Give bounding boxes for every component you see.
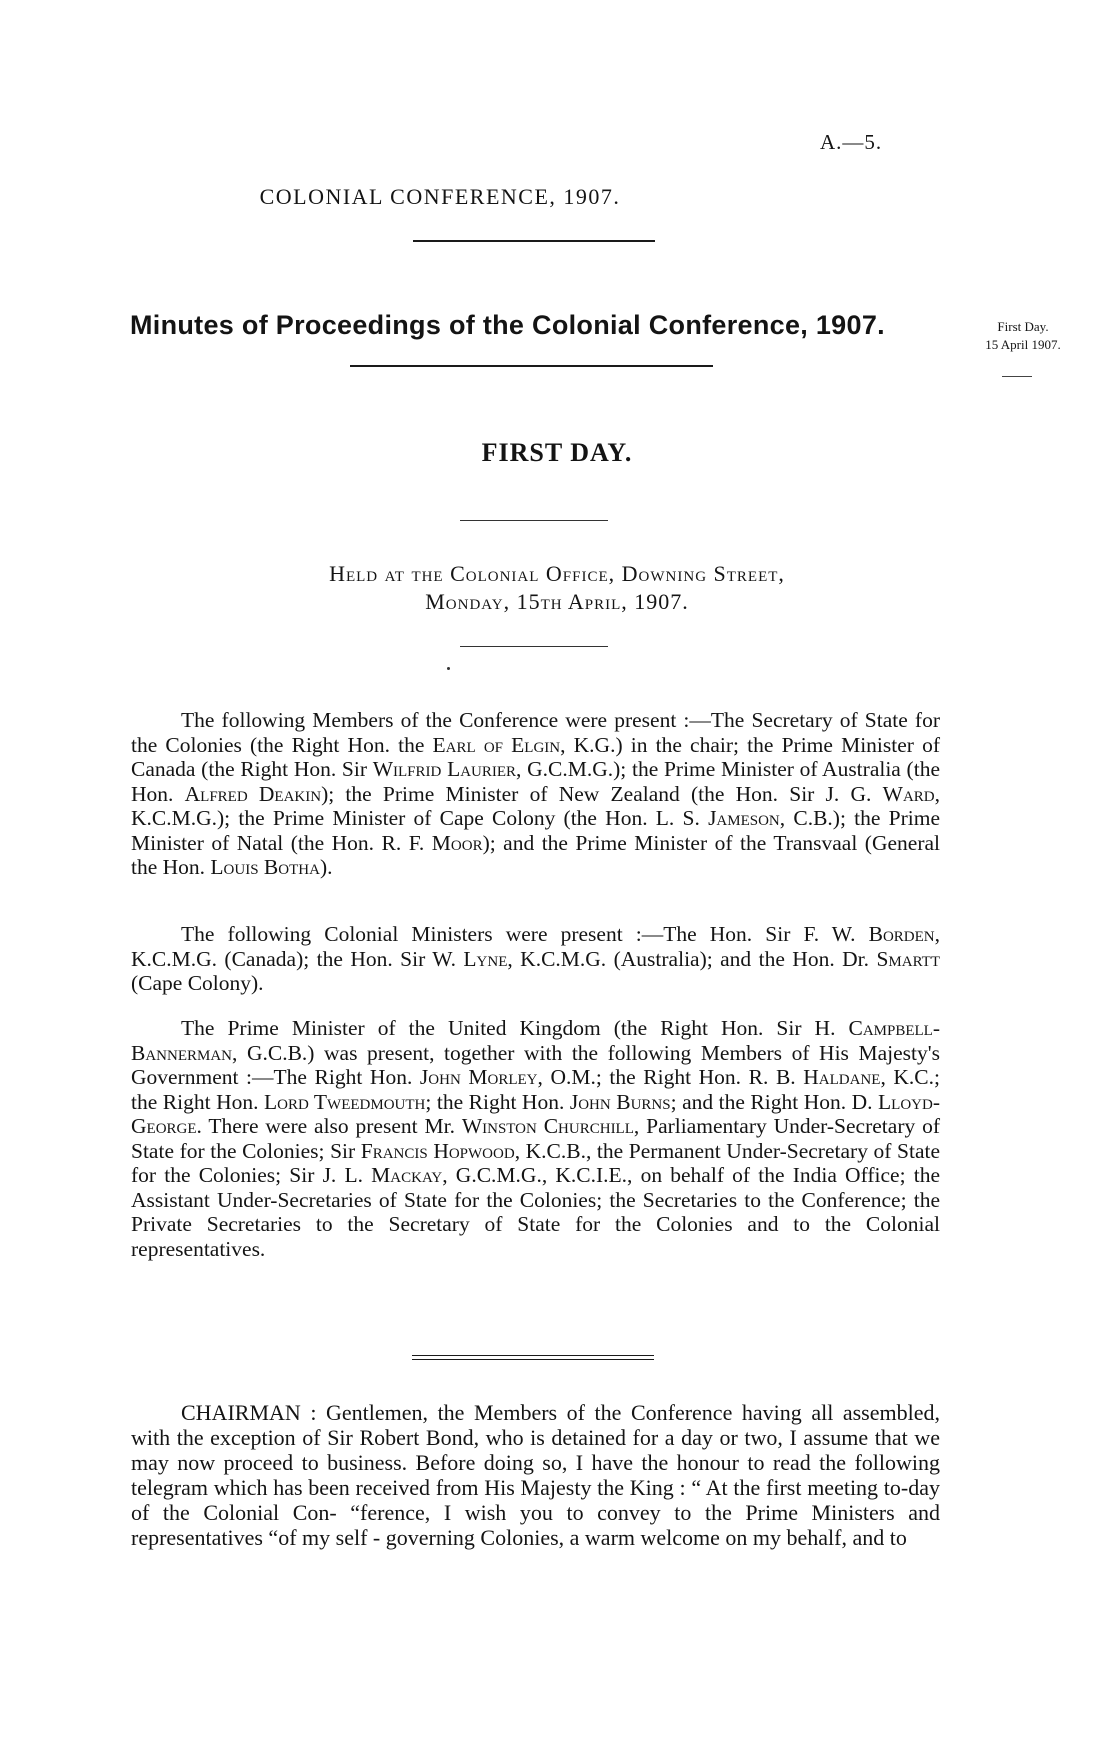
official-name: Francis Hopwood [360, 1138, 515, 1163]
official-name: Mackay [371, 1163, 443, 1187]
minister-name: Borden [868, 922, 935, 946]
meeting-place: Held at the Colonial Office, Downing Street, [329, 561, 785, 586]
margin-note-rule [1002, 376, 1032, 377]
minister-name: Lyne [463, 946, 508, 971]
meeting-location [0, 560, 1114, 616]
title-underline [350, 365, 713, 367]
divider-heading [460, 520, 608, 521]
official-name: John Morley [419, 1065, 538, 1089]
official-name: Lord Tweedmouth [264, 1089, 426, 1114]
member-name: Earl of Elgin [432, 732, 561, 757]
official-name: Campbell-Bannerman [131, 1016, 940, 1065]
member-name: Ward [882, 781, 935, 806]
divider-double-top [412, 1355, 654, 1356]
margin-note [968, 318, 1078, 354]
divider-held [460, 646, 608, 647]
margin-note-date: 15 April 1907. [985, 337, 1061, 352]
meeting-date: Monday, 15th April, 1907. [425, 589, 689, 614]
official-name: Winston Churchill [461, 1114, 634, 1138]
member-name: Jameson [708, 806, 780, 830]
official-name: John Burns [569, 1089, 671, 1114]
chairman-speech: CHAIRMAN : Gentlemen, the Members of the Conference having all assembled, with the exception of Sir Robert Bond, who is detained for a day or two, I assume that we may now proceed to business. Before doing so, I have the honour to read the following telegram which has been received from His Majesty the King : “ At the first meeting to-day of the Colonial Con- “ference, I wish you to convey to the Prime Ministers and representatives “of my self - governing Colonies, a warm welcome on my behalf, and to [131, 1400, 940, 1550]
member-name: Alfred Deakin [184, 781, 322, 806]
divider-dot [447, 667, 450, 670]
members-paragraph: The following Members of the Conference were present :—The Secretary of State for the Colonies (the Right Hon. the Earl of Elgin, K.G.) in the chair; the Prime Minister of Canada (the Right Hon. Sir Wilfrid Laurier, G.C.M.G.); the Prime Minister of Australia (the Hon. Alfred Deakin); the Prime Minister of New Zealand (the Hon. Sir J. G. Ward, K.C.M.G.); the Prime Minister of Cape Colony (the Hon. L. S. Jameson, C.B.); the Prime Minister of Natal (the Hon. R. F. Moor); and the Prime Minister of the Transvaal (General the Hon. Louis Botha). [131, 708, 941, 879]
official-name: Lloyd-George [131, 1089, 940, 1138]
section-heading: FIRST DAY. [481, 438, 633, 467]
margin-note-day: First Day. [997, 319, 1049, 334]
divider-double-bottom [412, 1359, 654, 1360]
official-name: Haldane [803, 1065, 881, 1089]
government-paragraph: The Prime Minister of the United Kingdom (the Right Hon. Sir H. Campbell-Bannerman, G.C.B.) was present, together with the following Members of His Majesty's Government :—The Right Hon. John Morley, O.M.; the Right Hon. R. B. Haldane, K.C.; the Right Hon. Lord Tweedmouth; the Right Hon. John Burns; and the Right Hon. D. Lloyd-George. There were also present Mr. Winston Churchill, Parliamentary Under-Secretary of State for the Colonies; Sir Francis Hopwood, K.C.B., the Permanent Under-Secretary of State for the Colonies; Sir J. L. Mackay, G.C.M.G., K.C.I.E., on behalf of the India Office; the Assistant Under-Secretaries of State for the Colonies; the Secretaries to the Conference; the Private Secretaries to the Secretary of State for the Colonies and to the Colonial representatives. [131, 1016, 941, 1261]
member-name: Moor [431, 830, 483, 855]
conference-title: COLONIAL CONFERENCE, 1907. [259, 184, 621, 209]
divider-top [413, 240, 655, 242]
document-reference: A.—5. [820, 130, 883, 154]
colonial-ministers-paragraph: The following Colonial Ministers were present :—The Hon. Sir F. W. Borden, K.C.M.G. (Canada); the Hon. Sir W. Lyne, K.C.M.G. (Australia); and the Hon. Dr. Smartt (Cape Colony). [131, 922, 940, 995]
member-name: Louis Botha [210, 855, 320, 879]
minister-name: Smartt [876, 946, 940, 971]
minutes-title: Minutes of Proceedings of the Colonial Conference, 1907. [130, 310, 885, 340]
member-name: Wilfrid Laurier [372, 757, 517, 781]
